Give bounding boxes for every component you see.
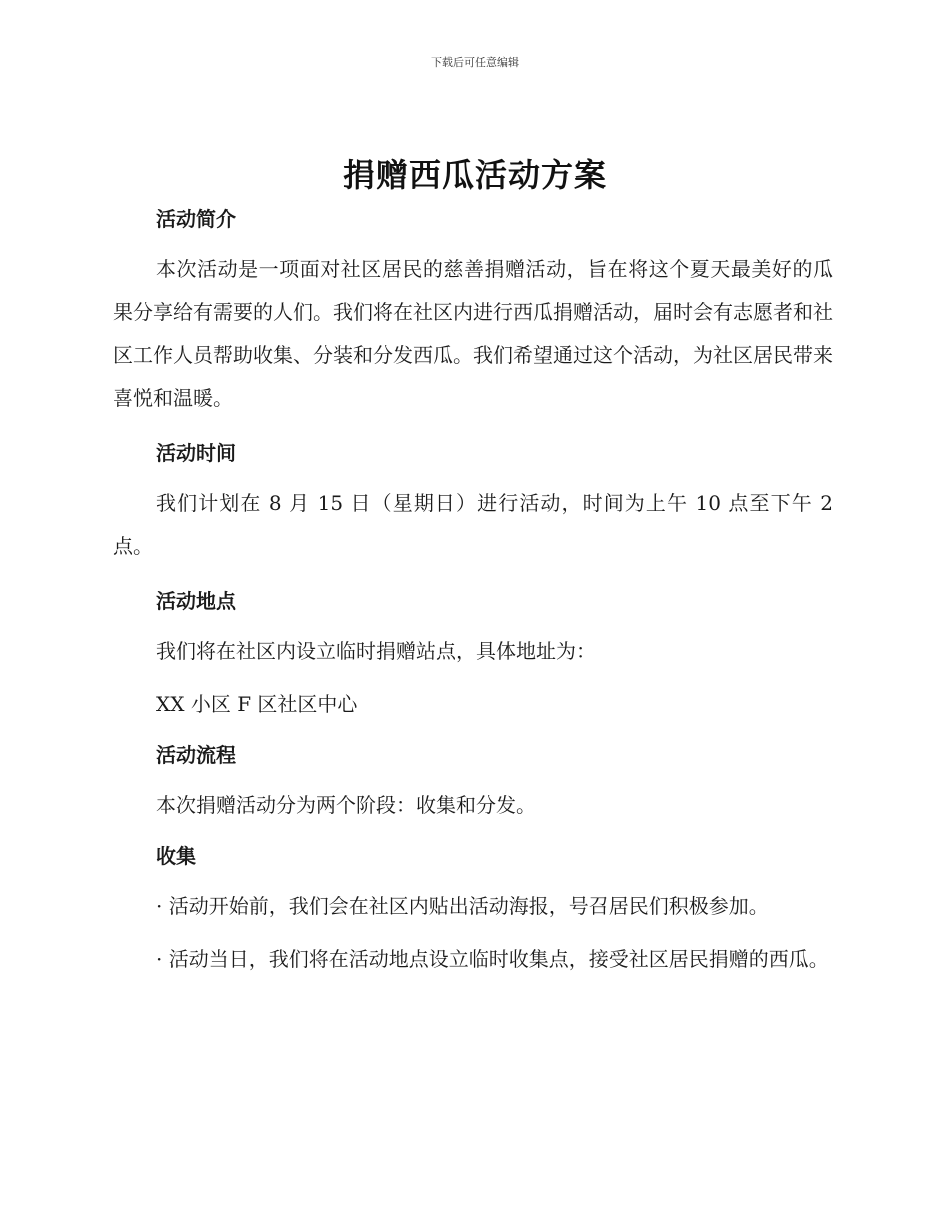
section-body-time: 我们计划在 8 月 15 日（星期日）进行活动，时间为上午 10 点至下午 2 点。 [113, 491, 833, 558]
section-body-intro: 本次活动是一项面对社区居民的慈善捐赠活动，旨在将这个夏天最美好的瓜果分享给有需要的人们。我们将在社区内进行西瓜捐赠活动，届时会有志愿者和社区工作人员帮助收集、分装和分发西瓜。我们希望通过这个活动，为社区居民带来喜悦和温暖。 [113, 257, 833, 410]
header-note: 下载后可任意编辑 [431, 56, 519, 69]
section-heading-intro: 活动简介 [156, 207, 236, 231]
document-title: 捐赠西瓜活动方案 [342, 156, 607, 194]
section-body-location: 我们将在社区内设立临时捐赠站点，具体地址为： [156, 639, 596, 663]
section-heading-location: 活动地点 [156, 589, 236, 613]
list-item: · 活动开始前，我们会在社区内贴出活动海报，号召居民们积极参加。 [156, 894, 769, 918]
section-body-process: 本次捐赠活动分为两个阶段：收集和分发。 [156, 793, 536, 817]
section-heading-time: 活动时间 [156, 441, 236, 465]
document-body [113, 200, 833, 981]
section-heading-process: 活动流程 [156, 743, 236, 767]
location-address: XX 小区 F 区社区中心 [156, 692, 358, 716]
section-heading-collect: 收集 [156, 844, 196, 868]
list-item: · 活动当日，我们将在活动地点设立临时收集点，接受社区居民捐赠的西瓜。 [156, 947, 829, 971]
